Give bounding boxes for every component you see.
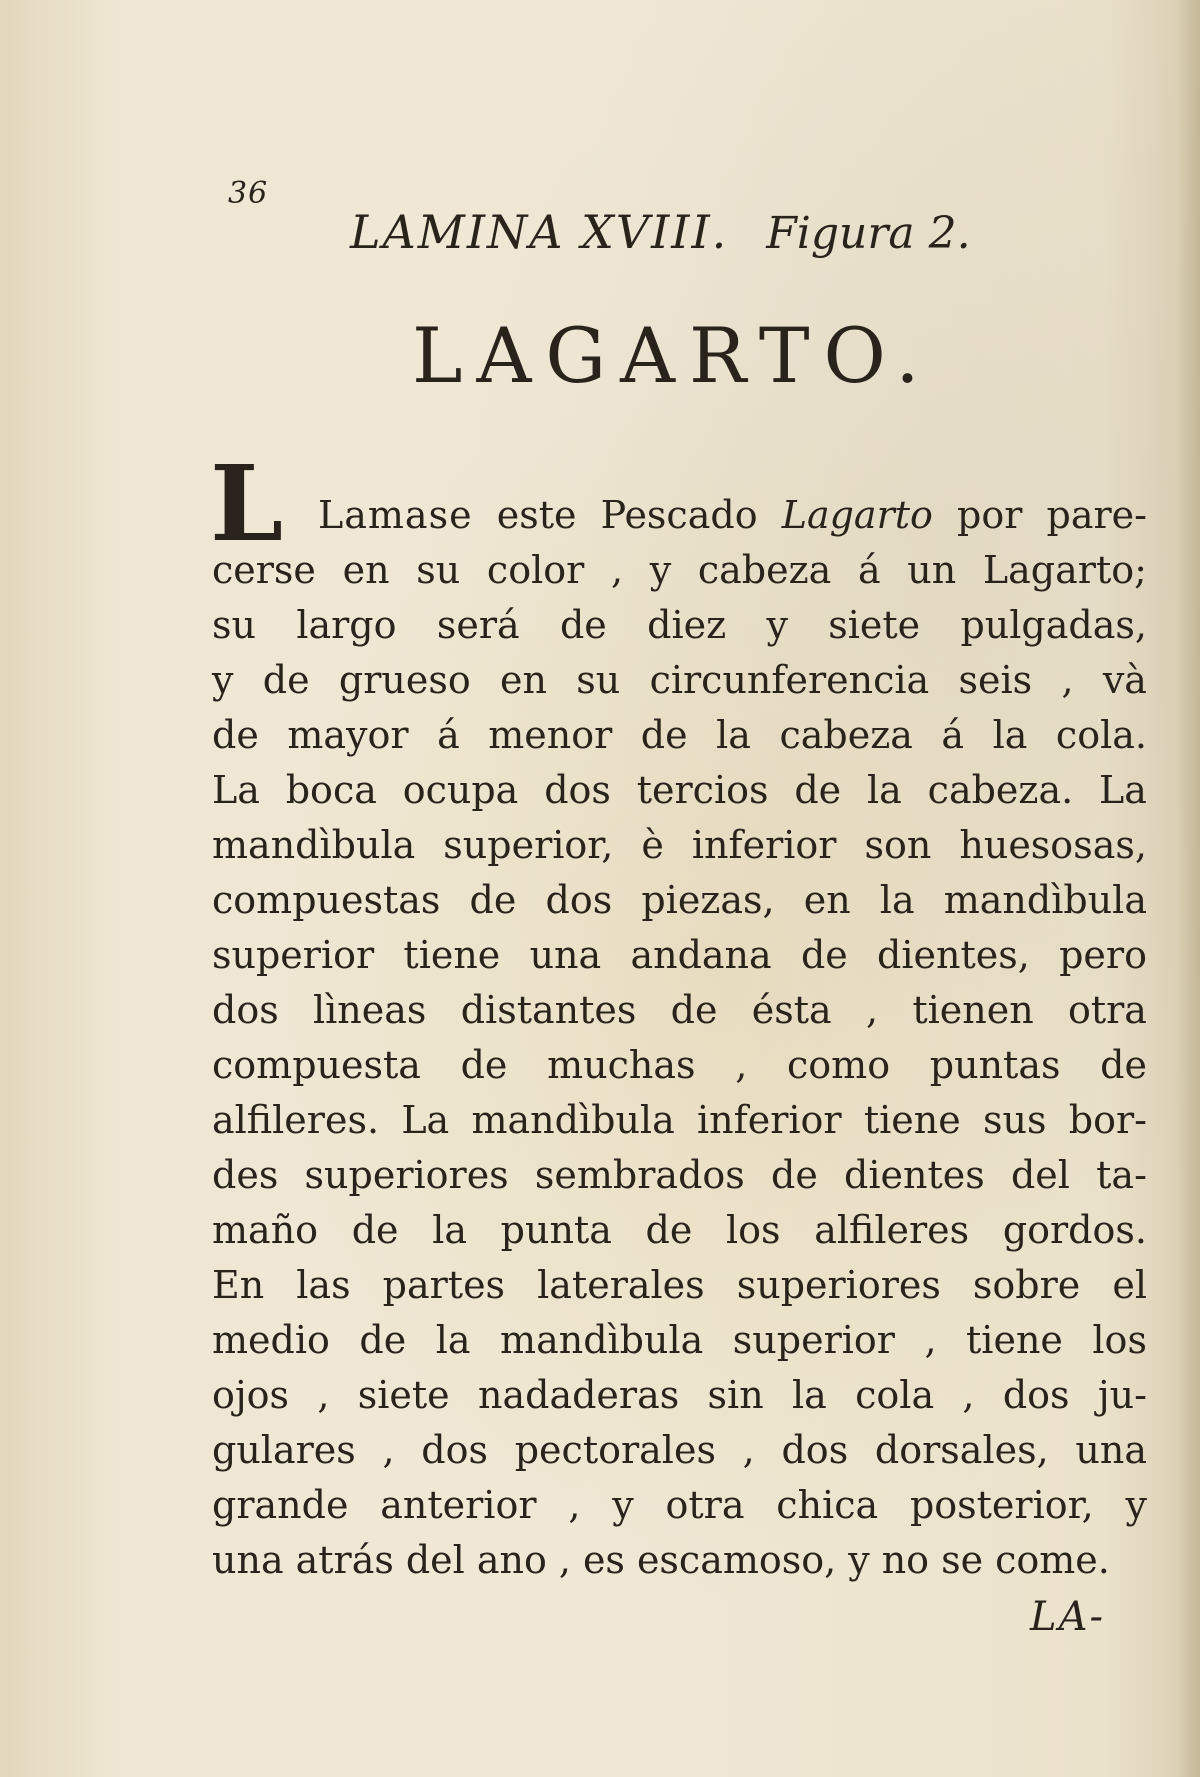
word: de xyxy=(1100,1043,1147,1087)
word: y xyxy=(848,1538,870,1582)
plate-header xyxy=(350,205,971,259)
word: piezas, xyxy=(641,878,775,922)
body-text xyxy=(212,488,1147,1588)
word: dorsales, xyxy=(874,1428,1049,1472)
word: medio xyxy=(212,1318,330,1362)
word: superiores xyxy=(736,1263,941,1307)
word: laterales xyxy=(537,1263,705,1307)
text-line xyxy=(212,1478,1147,1533)
word: bor- xyxy=(1068,1098,1147,1142)
word: la xyxy=(792,1373,827,1417)
word: sobre xyxy=(972,1263,1081,1307)
word: ta- xyxy=(1096,1153,1147,1197)
word: siete xyxy=(828,603,921,647)
word: de xyxy=(359,1318,407,1362)
word: Lagarto xyxy=(781,493,933,537)
word: escamoso, xyxy=(636,1538,837,1582)
word: , xyxy=(735,1043,748,1087)
word: , xyxy=(317,1373,330,1417)
text-line xyxy=(212,1148,1147,1203)
text-line xyxy=(212,1423,1147,1478)
word: , xyxy=(962,1373,975,1417)
text-line xyxy=(212,1533,1147,1588)
word: muchas xyxy=(547,1043,696,1087)
text-line xyxy=(212,1093,1147,1148)
word: largo xyxy=(296,603,397,647)
word: color xyxy=(486,548,585,592)
word: dos xyxy=(421,1428,489,1472)
page-number: 36 xyxy=(228,176,269,211)
word: de xyxy=(640,713,688,757)
word: los xyxy=(726,1208,781,1252)
word: ojos xyxy=(212,1373,290,1417)
word: de xyxy=(212,713,259,757)
word: de xyxy=(460,1043,508,1087)
word: dientes, xyxy=(877,933,1030,977)
word: cola xyxy=(855,1373,935,1417)
word: la xyxy=(432,1208,467,1252)
word: alfileres xyxy=(814,1208,970,1252)
word: gulares xyxy=(212,1428,356,1472)
catchword: LA- xyxy=(1030,1594,1105,1640)
word: su xyxy=(416,548,461,592)
plate-label: LAMINA XVIII. xyxy=(350,205,729,259)
word: La xyxy=(1099,768,1147,812)
word: dos xyxy=(544,768,611,812)
word: tiene xyxy=(403,933,501,977)
word: será xyxy=(436,603,520,647)
word: mandìbula xyxy=(212,823,416,867)
word: dos xyxy=(781,1428,849,1472)
word: de xyxy=(800,933,848,977)
word: y xyxy=(1125,1483,1147,1527)
word: Lamase xyxy=(318,493,473,537)
word: maño xyxy=(212,1208,319,1252)
word: partes xyxy=(382,1263,506,1307)
word: gordos. xyxy=(1002,1208,1147,1252)
word: cola. xyxy=(1055,713,1147,757)
drop-cap: L xyxy=(210,442,284,565)
word: grande xyxy=(212,1483,349,1527)
word: dos xyxy=(1002,1373,1070,1417)
word: anterior xyxy=(380,1483,537,1527)
word: siete xyxy=(357,1373,450,1417)
word: mandìbula xyxy=(500,1318,704,1362)
word: otra xyxy=(665,1483,745,1527)
word: posterior, xyxy=(909,1483,1094,1527)
word: chica xyxy=(776,1483,879,1527)
text-line xyxy=(212,543,1147,598)
word: diez xyxy=(647,603,727,647)
word: y xyxy=(612,1483,634,1527)
text-line xyxy=(212,1313,1147,1368)
word: Lagarto; xyxy=(982,548,1147,592)
word: es xyxy=(582,1538,625,1582)
word: la xyxy=(435,1318,471,1362)
text-line xyxy=(212,653,1147,708)
word: á xyxy=(437,713,460,757)
word: des xyxy=(212,1153,279,1197)
word: menor xyxy=(488,713,613,757)
word: de xyxy=(559,603,607,647)
word: de xyxy=(794,768,842,812)
word: otra xyxy=(1067,988,1147,1032)
word: puntas xyxy=(929,1043,1061,1087)
word: circunferencia xyxy=(649,658,930,702)
word: Pescado xyxy=(600,493,758,537)
text-line xyxy=(212,1038,1147,1093)
word: en xyxy=(342,548,390,592)
word: tiene xyxy=(863,1098,961,1142)
word: tienen xyxy=(912,988,1034,1032)
word: como xyxy=(787,1043,891,1087)
word: de xyxy=(351,1208,399,1252)
word: , xyxy=(742,1428,755,1472)
text-line xyxy=(212,818,1147,873)
word: superior xyxy=(212,933,375,977)
word: superior xyxy=(732,1318,895,1362)
word: no xyxy=(881,1538,930,1582)
text-line xyxy=(212,873,1147,928)
word: mayor xyxy=(287,713,409,757)
word: tercios xyxy=(636,768,769,812)
word: compuestas xyxy=(212,878,441,922)
word: cabeza. xyxy=(927,768,1074,812)
word: un xyxy=(907,548,957,592)
word: en xyxy=(500,658,547,702)
word: ésta xyxy=(751,988,832,1032)
word: grueso xyxy=(338,658,471,702)
word: por xyxy=(957,493,1023,537)
word: pero xyxy=(1059,933,1147,977)
text-line xyxy=(212,488,1147,543)
word: de xyxy=(262,658,310,702)
word: andana xyxy=(630,933,772,977)
word: La xyxy=(212,768,260,812)
text-line xyxy=(212,928,1147,983)
word: alfileres. xyxy=(212,1098,380,1142)
text-line xyxy=(212,1203,1147,1258)
word: cerse xyxy=(212,548,316,592)
word: su xyxy=(576,658,621,702)
word: và xyxy=(1102,658,1147,702)
word: La xyxy=(401,1098,450,1142)
word: mandìbula xyxy=(943,878,1147,922)
word: nadaderas xyxy=(477,1373,680,1417)
text-line xyxy=(212,1258,1147,1313)
word: inferior xyxy=(697,1098,842,1142)
word: inferior xyxy=(691,823,837,867)
word: este xyxy=(496,493,577,537)
word: boca xyxy=(285,768,377,812)
word: , xyxy=(1061,658,1074,702)
page-title: LAGARTO. xyxy=(412,311,934,400)
word: mandìbula xyxy=(471,1098,675,1142)
word: la xyxy=(879,878,915,922)
word: punta xyxy=(500,1208,612,1252)
word: y xyxy=(766,603,788,647)
word: distantes xyxy=(460,988,637,1032)
word: , xyxy=(568,1483,581,1527)
word: atrás xyxy=(295,1538,394,1582)
text-line xyxy=(212,983,1147,1038)
word: una xyxy=(1075,1428,1147,1472)
word: lìneas xyxy=(313,988,427,1032)
word: pulgadas, xyxy=(960,603,1147,647)
word: la xyxy=(716,713,751,757)
word: compuesta xyxy=(212,1043,421,1087)
word: sembrados xyxy=(534,1153,745,1197)
word: huesosas, xyxy=(959,823,1147,867)
word: cabeza xyxy=(779,713,913,757)
text-line xyxy=(212,708,1147,763)
word: en xyxy=(803,878,851,922)
word: y xyxy=(212,658,234,702)
word: á xyxy=(941,713,965,757)
word: del xyxy=(1010,1153,1070,1197)
word: se xyxy=(941,1538,984,1582)
word: pare- xyxy=(1046,493,1147,537)
word: la xyxy=(992,713,1028,757)
word: En xyxy=(212,1263,265,1307)
text-line xyxy=(212,763,1147,818)
word: , xyxy=(924,1318,937,1362)
word: una xyxy=(529,933,602,977)
page-edge-shadow xyxy=(1176,0,1200,1777)
word: la xyxy=(867,768,902,812)
word: dos xyxy=(545,878,613,922)
word: los xyxy=(1092,1318,1147,1362)
word: el xyxy=(1112,1263,1147,1307)
word: á xyxy=(857,548,881,592)
word: è xyxy=(641,823,664,867)
word: ano xyxy=(476,1538,547,1582)
word: de xyxy=(469,878,517,922)
text-line xyxy=(212,598,1147,653)
word: una xyxy=(212,1538,284,1582)
word: cabeza xyxy=(697,548,832,592)
word: sus xyxy=(983,1098,1047,1142)
figure-label: Figura 2. xyxy=(766,208,971,259)
word: las xyxy=(296,1263,351,1307)
word: de xyxy=(645,1208,693,1252)
word: , xyxy=(865,988,879,1032)
word: come. xyxy=(995,1538,1110,1582)
word: su xyxy=(212,603,256,647)
word: dientes xyxy=(844,1153,985,1197)
word: superior, xyxy=(443,823,614,867)
word: , xyxy=(382,1428,395,1472)
word: ocupa xyxy=(402,768,519,812)
word: superiores xyxy=(304,1153,509,1197)
word: y xyxy=(649,548,672,592)
word: seis xyxy=(958,658,1033,702)
word: del xyxy=(405,1538,465,1582)
word: tiene xyxy=(966,1318,1063,1362)
word: de xyxy=(670,988,718,1032)
word: ju- xyxy=(1097,1373,1147,1417)
word: son xyxy=(864,823,932,867)
word: sin xyxy=(707,1373,764,1417)
word: , xyxy=(558,1538,571,1582)
word: pectorales xyxy=(514,1428,716,1472)
word: de xyxy=(771,1153,818,1197)
text-line xyxy=(212,1368,1147,1423)
word: , xyxy=(610,548,624,592)
word: dos xyxy=(212,988,279,1032)
